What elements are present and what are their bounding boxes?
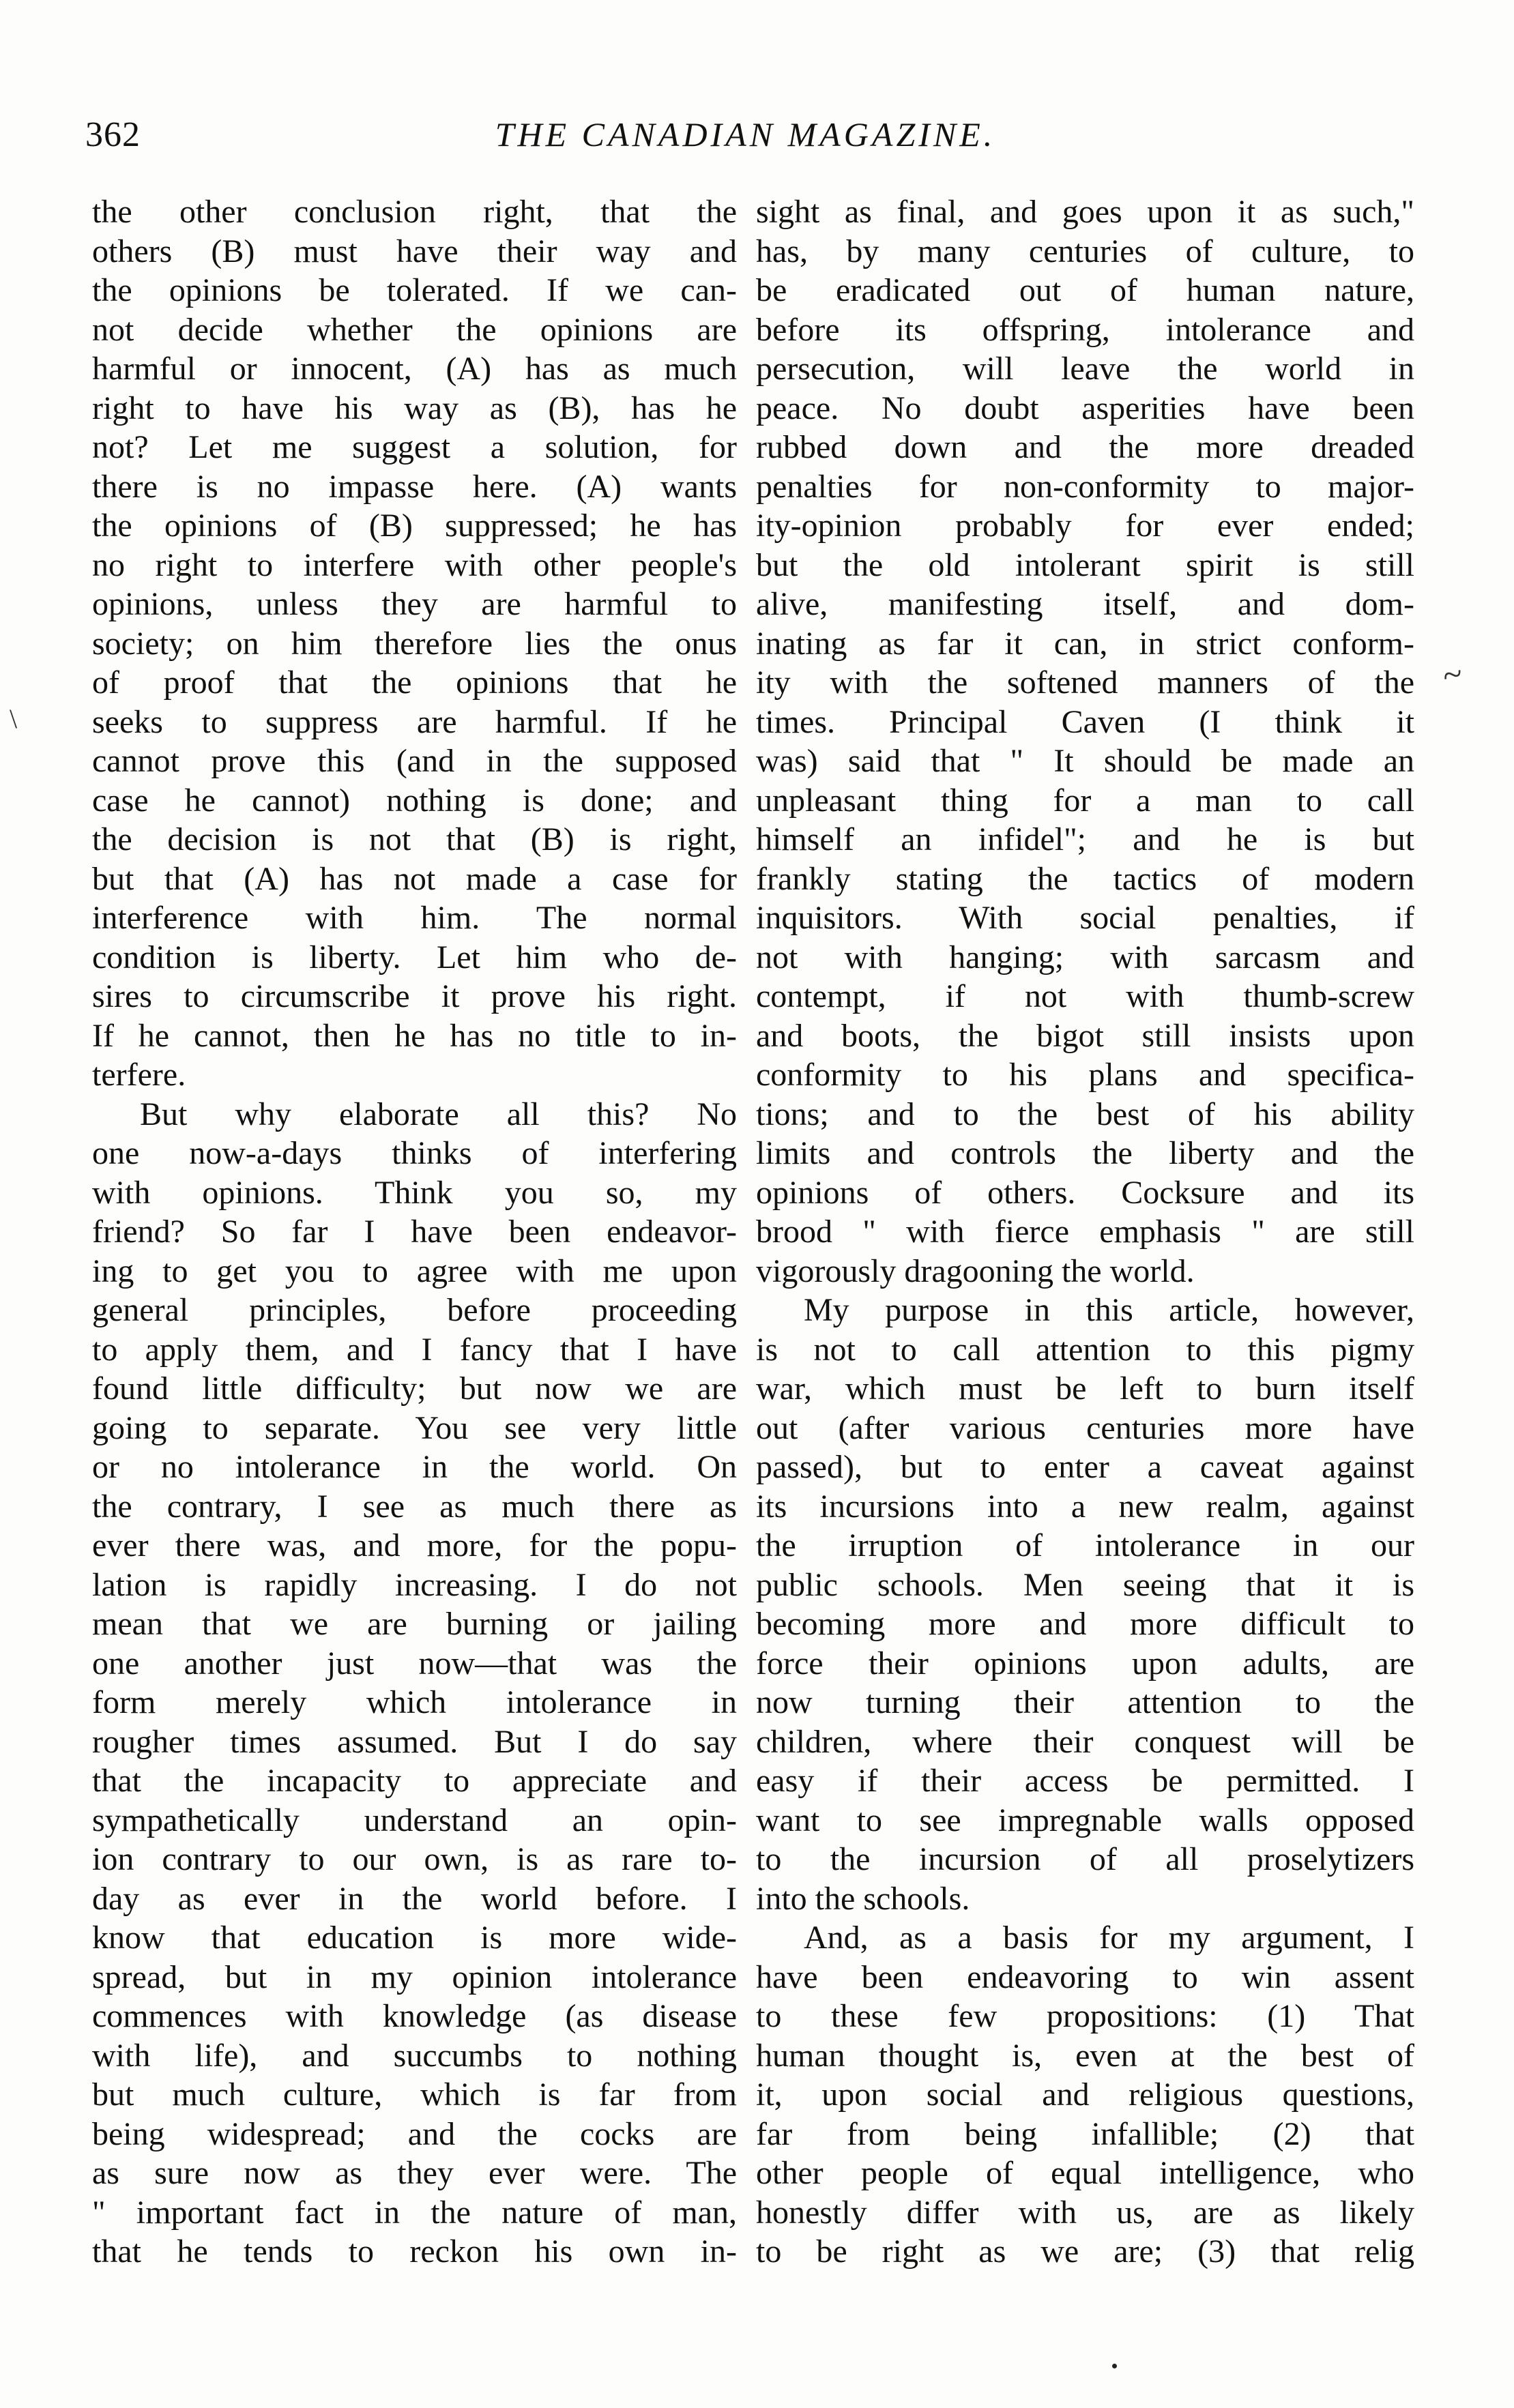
text-line: If he cannot, then he has no title to in- [92, 1017, 737, 1054]
text-line: alive, manifesting itself, and dom- [756, 586, 1414, 622]
text-line: to these few propositions: (1) That [756, 1998, 1414, 2034]
text-line: contempt, if not with thumb-screw [756, 978, 1414, 1014]
text-line: case he cannot) nothing is done; and [92, 782, 737, 819]
text-line: other people of equal intelligence, who [756, 2155, 1414, 2191]
text-line: frankly stating the tactics of modern [756, 860, 1414, 897]
text-line: was) said that " It should be made an [756, 743, 1414, 779]
paragraph-start-line: And, as a basis for my argument, I [804, 1920, 1414, 1956]
text-line: penalties for non-conformity to major- [756, 468, 1414, 505]
text-line: society; on him therefore lies the onus [92, 625, 737, 662]
text-line: condition is liberty. Let him who de- [92, 939, 737, 975]
text-line: inating as far it can, in strict conform- [756, 625, 1414, 662]
text-line: of proof that the opinions that he [92, 664, 737, 701]
text-line: but that (A) has not made a case for [92, 860, 737, 897]
text-line: have been endeavoring to win assent [756, 1958, 1414, 1995]
text-line: that he tends to reckon his own in- [92, 2233, 737, 2270]
text-line: interference with him. The normal [92, 900, 737, 936]
text-line: seeks to suppress are harmful. If he [92, 703, 737, 740]
text-line: others (B) must have their way and [92, 233, 737, 269]
text-line: ion contrary to our own, is as rare to- [92, 1841, 737, 1877]
text-line: not decide whether the opinions are [92, 311, 737, 348]
text-line: persecution, will leave the world in [756, 351, 1414, 387]
text-line: ity-opinion probably for ever ended; [756, 508, 1414, 544]
text-line: far from being infallible; (2) that [756, 2115, 1414, 2152]
text-line: to be right as we are; (3) that relig [756, 2233, 1414, 2270]
text-line: sires to circumscribe it prove his right. [92, 978, 737, 1014]
text-line: conformity to his plans and specifica- [756, 1057, 1414, 1093]
running-title: THE CANADIAN MAGAZINE. [495, 115, 996, 153]
text-line: harmful or innocent, (A) has as much [92, 351, 737, 387]
text-line: general principles, before proceeding [92, 1292, 737, 1328]
text-line: or no intolerance in the world. On [92, 1449, 737, 1485]
text-line: commences with knowledge (as disease [92, 1998, 737, 2034]
text-line: opinions of others. Cocksure and its [756, 1174, 1414, 1211]
text-line: out (after various centuries more have [756, 1409, 1414, 1446]
text-line: public schools. Men seeing that it is [756, 1566, 1414, 1603]
text-line: be eradicated out of human nature, [756, 272, 1414, 308]
text-line: found little difficulty; but now we are [92, 1370, 737, 1407]
text-line: limits and controls the liberty and the [756, 1135, 1414, 1171]
text-line: inquisitors. With social penalties, if [756, 900, 1414, 936]
text-line: not with hanging; with sarcasm and [756, 939, 1414, 975]
text-line: but the old intolerant spirit is still [756, 546, 1414, 583]
text-line: force their opinions upon adults, are [756, 1645, 1414, 1682]
text-line: the other conclusion right, that the [92, 194, 737, 230]
text-line: passed), but to enter a caveat against [756, 1449, 1414, 1485]
margin-tick-mark: \ [10, 703, 18, 734]
text-line: the irruption of intolerance in our [756, 1527, 1414, 1563]
paragraph-end-line: vigorously dragooning the world. [756, 1252, 1195, 1289]
left-column [92, 192, 737, 2272]
text-line: brood " with fierce emphasis " are still [756, 1214, 1414, 1250]
text-line: lation is rapidly increasing. I do not [92, 1566, 737, 1603]
text-line: unpleasant thing for a man to call [756, 782, 1414, 819]
text-line: know that education is more wide- [92, 1920, 737, 1956]
text-line: being widespread; and the cocks are [92, 2115, 737, 2152]
text-line: right to have his way as (B), has he [92, 390, 737, 426]
text-line: tions; and to the best of his ability [756, 1096, 1414, 1132]
text-line: rubbed down and the more dreaded [756, 429, 1414, 465]
text-line: no right to interfere with other people's [92, 546, 737, 583]
text-line: there is no impasse here. (A) wants [92, 468, 737, 505]
paragraph-start-line: My purpose in this article, however, [804, 1292, 1414, 1328]
text-line: to the incursion of all proselytizers [756, 1841, 1414, 1877]
text-line: friend? So far I have been endeavor- [92, 1214, 737, 1250]
text-line: war, which must be left to burn itself [756, 1370, 1414, 1407]
ink-speck [1112, 2364, 1117, 2368]
text-line: and boots, the bigot still insists upon [756, 1017, 1414, 1054]
text-line: times. Principal Caven (I think it [756, 703, 1414, 740]
text-line: it, upon social and religious questions, [756, 2076, 1414, 2113]
page-header [85, 115, 1406, 162]
page-number: 362 [85, 115, 141, 154]
text-line: before its offspring, intolerance and [756, 311, 1414, 348]
text-line: ing to get you to agree with me upon [92, 1252, 737, 1289]
text-line: the opinions of (B) suppressed; he has [92, 508, 737, 544]
text-line: ever there was, and more, for the popu- [92, 1527, 737, 1563]
text-line: going to separate. You see very little [92, 1409, 737, 1446]
text-line: one another just now—that was the [92, 1645, 737, 1682]
text-line: the contrary, I see as much there as [92, 1488, 737, 1525]
paragraph-end-line: terfere. [92, 1057, 186, 1093]
margin-pencil-mark: ~ [1439, 654, 1466, 696]
text-line: is not to call attention to this pigmy [756, 1331, 1414, 1368]
paragraph-end-line: into the schools. [756, 1880, 970, 1917]
text-line: himself an infidel"; and he is but [756, 821, 1414, 857]
paragraph-start-line: But why elaborate all this? No [140, 1096, 737, 1132]
right-column [756, 192, 1414, 2272]
text-line: children, where their conquest will be [756, 1723, 1414, 1760]
text-line: has, by many centuries of culture, to [756, 233, 1414, 269]
text-line: not? Let me suggest a solution, for [92, 429, 737, 465]
text-line: cannot prove this (and in the supposed [92, 743, 737, 779]
text-line: honestly differ with us, are as likely [756, 2194, 1414, 2231]
text-line: rougher times assumed. But I do say [92, 1723, 737, 1760]
text-line: sympathetically understand an opin- [92, 1802, 737, 1838]
text-line: becoming more and more difficult to [756, 1606, 1414, 1642]
text-line: with opinions. Think you so, my [92, 1174, 737, 1211]
text-line: its incursions into a new realm, against [756, 1488, 1414, 1525]
text-line: sight as final, and goes upon it as such," [756, 194, 1414, 230]
text-line: that the incapacity to appreciate and [92, 1763, 737, 1799]
text-line: want to see impregnable walls opposed [756, 1802, 1414, 1838]
text-line: day as ever in the world before. I [92, 1880, 737, 1917]
text-line: the opinions be tolerated. If we can- [92, 272, 737, 308]
text-line: to apply them, and I fancy that I have [92, 1331, 737, 1368]
text-line: spread, but in my opinion intolerance [92, 1958, 737, 1995]
text-line: form merely which intolerance in [92, 1684, 737, 1720]
text-line: but much culture, which is far from [92, 2076, 737, 2113]
text-line: peace. No doubt asperities have been [756, 390, 1414, 426]
text-line: mean that we are burning or jailing [92, 1606, 737, 1642]
text-line: easy if their access be permitted. I [756, 1763, 1414, 1799]
text-line: the decision is not that (B) is right, [92, 821, 737, 857]
text-line: as sure now as they ever were. The [92, 2155, 737, 2191]
text-line: now turning their attention to the [756, 1684, 1414, 1720]
text-line: human thought is, even at the best of [756, 2037, 1414, 2074]
text-line: ity with the softened manners of the [756, 664, 1414, 701]
text-line: " important fact in the nature of man, [92, 2194, 737, 2231]
text-line: one now-a-days thinks of interfering [92, 1135, 737, 1171]
text-line: with life), and succumbs to nothing [92, 2037, 737, 2074]
text-line: opinions, unless they are harmful to [92, 586, 737, 622]
